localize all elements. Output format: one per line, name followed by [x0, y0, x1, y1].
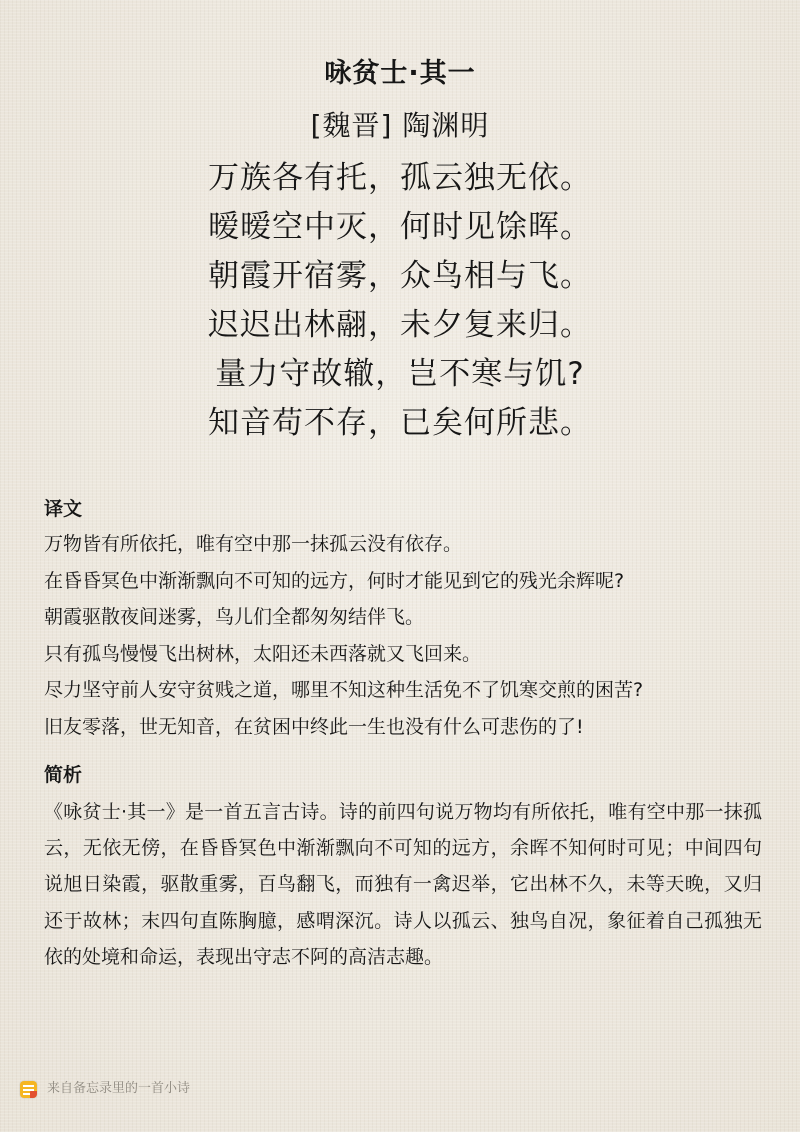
translation-line: 在昏昏冥色中渐渐飘向不可知的远方，何时才能见到它的残光余辉呢? — [44, 569, 625, 592]
footer-text: 来自备忘录里的一首小诗 — [47, 1081, 191, 1096]
translation-heading: 译文 — [44, 498, 83, 520]
translation-line: 尽力坚守前人安守贫贱之道，哪里不知这种生活免不了饥寒交煎的困苦? — [44, 679, 644, 702]
translation-section — [44, 494, 764, 746]
poem-line: 知音苟不存，已矣何所悲。 — [208, 405, 592, 441]
poem-line: 朝霞开宿雾，众鸟相与飞。 — [208, 258, 592, 294]
analysis-section — [44, 760, 764, 975]
translation-line: 旧友零落，世无知音，在贫困中终此一生也没有什么可悲伤的了! — [44, 715, 584, 738]
memo-source-footer[interactable] — [20, 1078, 190, 1100]
poem-title: 咏贫士·其一 — [324, 58, 476, 89]
poem-line: 万族各有托，孤云独无依。 — [208, 160, 592, 196]
analysis-heading: 简析 — [44, 764, 83, 786]
poem-line: 迟迟出林翮，未夕复来归。 — [208, 307, 592, 343]
poem-line: 暧暧空中灭，何时见馀晖。 — [208, 209, 592, 245]
analysis-text: 《咏贫士·其一》是一首五言古诗。诗的前四句说万物均有所依托，唯有空中那一抹孤云，无依无傍，在昏昏冥色中渐渐飘向不可知的远方，余晖不知何时可见；中间四句说旭日染霞，驱散重雾，百鸟翻飞，而独有一禽迟举，它出林不久，未等天晚，又归还于故林；末四句直陈胸臆，感喟深沉。诗人以孤云、独鸟自况，象征着自己孤独无依的处境和命运，表现出守志不阿的高洁志趣。 — [44, 801, 762, 968]
translation-line: 朝霞驱散夜间迷雾，鸟儿们全都匆匆结伴飞。 — [44, 606, 425, 629]
translation-line: 万物皆有所依托，唯有空中那一抹孤云没有依存。 — [44, 533, 463, 555]
poem-line: 量力守故辙，岂不寒与饥? — [215, 356, 585, 392]
memo-icon — [20, 1081, 37, 1098]
poem-body — [0, 154, 800, 448]
translation-line: 只有孤鸟慢慢飞出树林，太阳还未西落就又飞回来。 — [44, 642, 482, 665]
poem-author: [魏晋] 陶渊明 — [310, 109, 490, 142]
